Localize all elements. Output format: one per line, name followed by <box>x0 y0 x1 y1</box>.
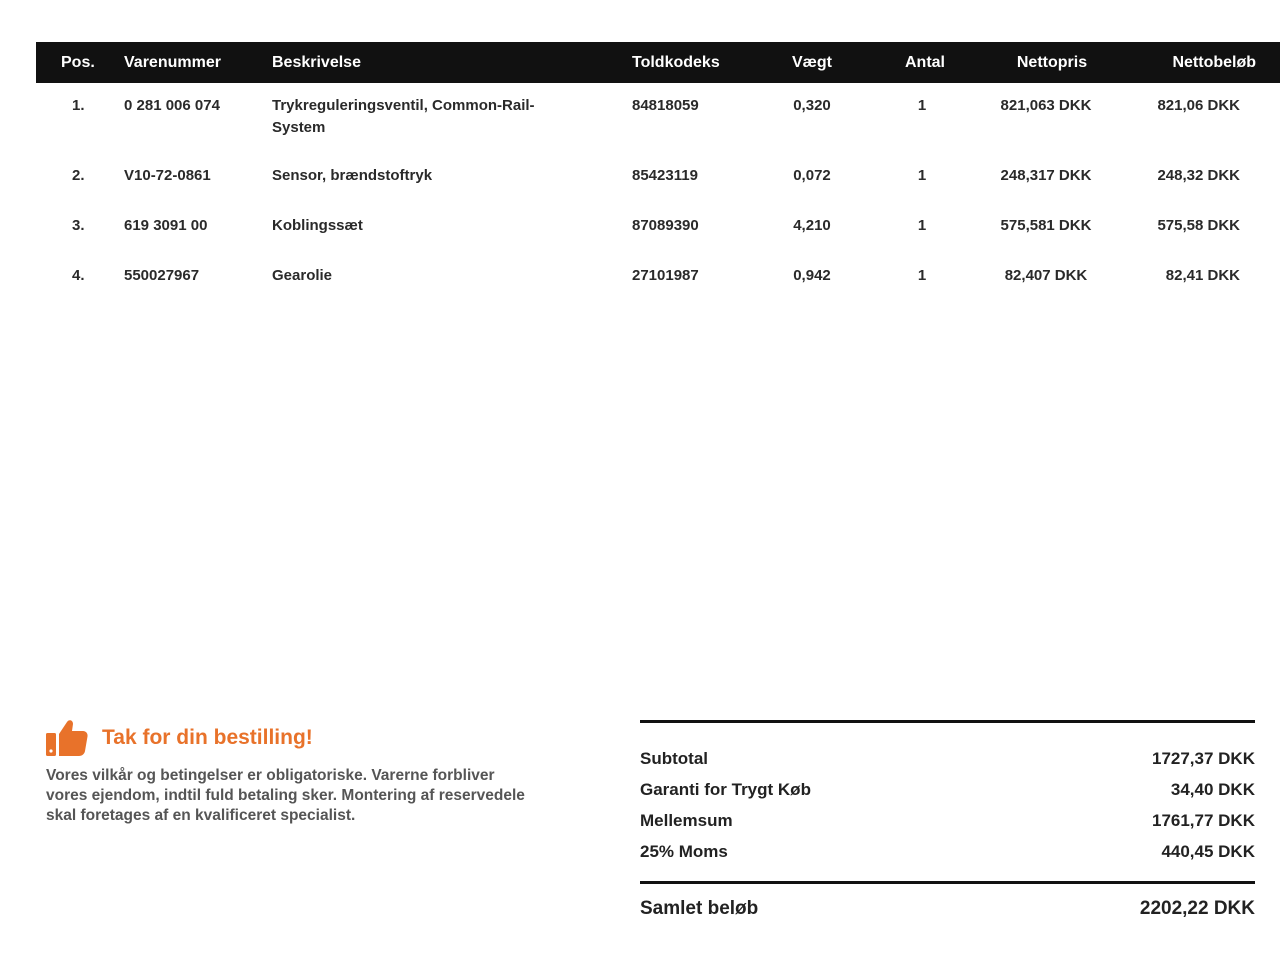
cell-varenummer: 0 281 006 074 <box>124 97 220 114</box>
cell-pos: 4. <box>72 267 85 284</box>
header-pos: Pos. <box>61 53 95 71</box>
subtotal-value: 1727,37 DKK <box>1151 749 1255 768</box>
cell-nettopris: 248,317 DKK <box>1000 167 1092 184</box>
subtotal-label: Subtotal <box>640 749 708 768</box>
cell-varenummer: 550027967 <box>124 267 200 284</box>
header-beskrivelse: Beskrivelse <box>272 53 361 71</box>
thumbs-up-icon <box>46 718 88 758</box>
cell-varenummer: V10-72-0861 <box>124 167 211 184</box>
totals-rows <box>640 723 1255 867</box>
totals-section <box>640 720 1255 920</box>
thank-you-section <box>46 718 546 826</box>
guarantee-label: Garanti for Trygt Køb <box>640 780 811 799</box>
cell-vaegt: 0,320 <box>793 97 831 114</box>
table-row <box>36 83 1280 157</box>
cell-nettobeloeb: 575,58 DKK <box>1157 217 1240 234</box>
cell-pos: 2. <box>72 167 85 184</box>
cell-toldkodeks: 85423119 <box>632 167 698 184</box>
cell-antal: 1 <box>917 267 927 284</box>
vat-label: 25% Moms <box>640 842 728 861</box>
header-toldkodeks: Toldkodeks <box>632 53 720 71</box>
subtotal-row <box>640 743 1255 774</box>
cell-pos: 3. <box>72 217 85 234</box>
cell-beskrivelse: Sensor, brændstoftryk <box>272 167 433 184</box>
cell-beskrivelse: Trykreguleringsventil, Common-Rail-System <box>272 97 535 136</box>
table-header <box>36 42 1280 83</box>
order-items-table <box>36 42 1280 307</box>
header-antal: Antal <box>905 53 945 71</box>
grand-total-label: Samlet beløb <box>640 898 759 919</box>
grand-total-row <box>640 898 1255 920</box>
table-row <box>36 157 1280 207</box>
cell-nettopris: 575,581 DKK <box>1000 217 1092 234</box>
cell-beskrivelse: Gearolie <box>272 267 333 284</box>
guarantee-row <box>640 774 1255 805</box>
cell-nettopris: 82,407 DKK <box>1004 267 1088 284</box>
cell-antal: 1 <box>917 97 927 114</box>
cell-antal: 1 <box>917 217 927 234</box>
terms-text: Vores vilkår og betingelser er obligatoriske. Varerne forbliver vores ejendom, indtil fuld betaling sker. Montering af reservedele skal foretages af en kvalificeret specialist. <box>46 767 525 824</box>
totals-bottom-divider <box>640 881 1255 884</box>
cell-toldkodeks: 84818059 <box>632 97 699 114</box>
cell-varenummer: 619 3091 00 <box>124 217 208 234</box>
vat-value: 440,45 DKK <box>1161 842 1255 861</box>
cell-antal: 1 <box>917 167 927 184</box>
table-row <box>36 207 1280 257</box>
vat-row <box>640 836 1255 867</box>
cell-nettobeloeb: 248,32 DKK <box>1157 167 1240 184</box>
cell-nettobeloeb: 821,06 DKK <box>1157 97 1240 114</box>
header-nettobeloeb: Nettobeløb <box>1172 53 1256 71</box>
intermediate-sum-row <box>640 805 1255 836</box>
thank-you-title: Tak for din bestilling! <box>102 726 313 749</box>
grand-total-value: 2202,22 DKK <box>1139 898 1255 919</box>
header-nettopris: Nettopris <box>1016 53 1088 71</box>
header-vaegt: Vægt <box>792 53 832 71</box>
guarantee-value: 34,40 DKK <box>1170 780 1255 799</box>
cell-vaegt: 0,072 <box>793 167 831 184</box>
cell-vaegt: 0,942 <box>793 267 831 284</box>
header-varenummer: Varenummer <box>124 53 221 71</box>
table-body <box>36 83 1280 307</box>
cell-beskrivelse: Koblingssæt <box>272 217 363 234</box>
cell-toldkodeks: 27101987 <box>632 267 699 284</box>
cell-pos: 1. <box>72 97 85 114</box>
cell-nettopris: 821,063 DKK <box>1000 97 1092 114</box>
intermediate-sum-label: Mellemsum <box>640 811 733 830</box>
cell-nettobeloeb: 82,41 DKK <box>1165 267 1240 284</box>
table-row <box>36 257 1280 307</box>
cell-vaegt: 4,210 <box>793 217 831 234</box>
thank-you-heading <box>46 718 546 758</box>
table-header-row <box>36 42 1280 83</box>
intermediate-sum-value: 1761,77 DKK <box>1151 811 1255 830</box>
cell-toldkodeks: 87089390 <box>632 217 699 234</box>
